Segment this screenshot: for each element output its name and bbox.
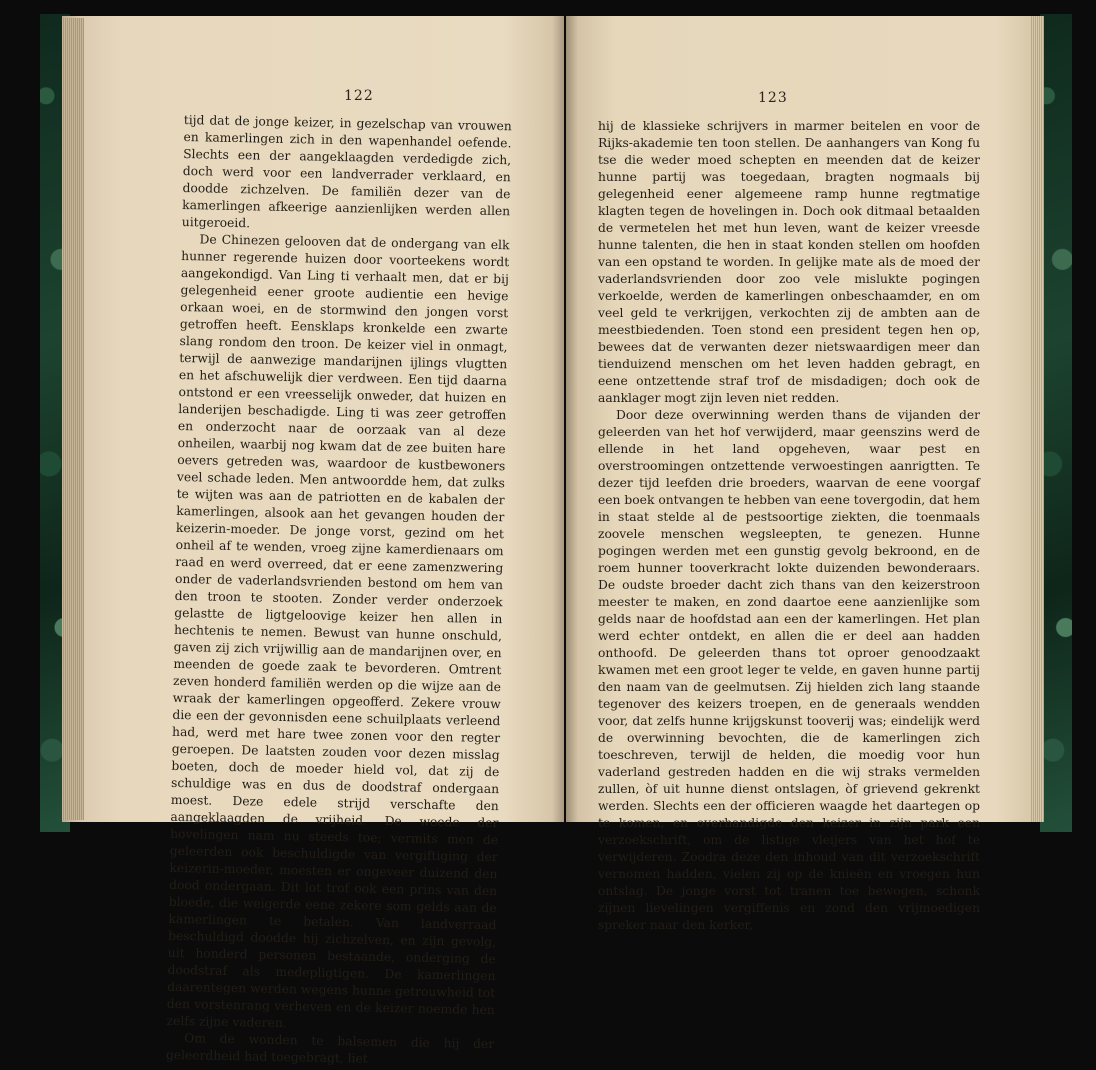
left-page-text: [166, 112, 512, 1070]
paragraph: De Chinezen gelooven dat de ondergang van elk hunner regerende huizen door voorteekens wordt aangekondigd. Van Ling ti verhaalt men, dat er bij gelegenheid eener groote audientie een hevige orkaan woei, en de stormwind den jongen vorst getroffen heeft. Eensklaps kronkelde een zwarte slang rondom den troon. De keizer viel in onmagt, terwijl de aanwezige mandarijnen ijlings vlugtten en het afschuwelijk dier verdween. Een tijd daarna ontstond er een vreesselijk onweder, dat huizen en landerijen beschadigde. Ling ti was zeer getroffen en onderzocht naar de oorzaak van al deze onheilen, waarbij nog kwam dat de zee buiten hare oevers getreden was, waardoor de kustbewoners veel schade leden. Men antwoordde hem, dat zulks te wijten was aan de patriotten en de kabalen der kamerlingen, alsook aan het gevangen houden der keizerin-moeder. De jonge vorst, gezind om het onheil af te wenden, vroeg zijne kamerdienaars om raad en werd overreed, dat er eene zamenzwering onder de vaderlandsvrienden bestond om hem van den troon te stooten. Zonder verder onderzoek gelastte de ligtgeloovige keizer hen allen in hechtenis te nemen. Bewust van hunne onschuld, gaven zij zich vrijwillig aan de mandarijnen over, en meenden de goede zaak te bevorderen. Omtrent zeven honderd familiën werden op die wijze aan de wraak der kamerlingen opgeofferd. Zekere vrouw die een der gevonnisden eene schuilplaats verleend had, werd met hare twee zonen voor den regter geroepen. De laatsten zouden voor dezen misslag boeten, doch de moeder hield vol, dat zij de schuldige was en dus de doodstraf ondergaan moest. Deze edele strijd verschafte den aangeklaagden de vrijheid. De woede der hovelingen nam nu steeds toe; vermits men de geleerden ook beschuldigde van vergiftiging der keizerin-moeder, moesten er ongeveer duizend den dood ondergaan. Dit lot trof ook een prins van den bloede, die weigerde eene zekere som gelds aan de kamerlingen te betalen. Van landverraad beschuldigd doodde hij zichzelven, en zijn gevolg, uit honderd personen bestaande, onderging de doodstraf als medepligtigen. De kamerlingen daarentegen werden wegens hunne getrouwheid tot den vorstenrang verheven en de keizer noemde hen zelfs zijne vaderen.: [166, 232, 510, 1031]
left-page: [62, 16, 564, 1066]
right-page-text: [598, 118, 980, 934]
paragraph: Door deze overwinning werden thans de vijanden der geleerden van het hof verwijderd, maar geenszins werd de ellende in het land opgeheven, waar pest en overstroomingen ontzettende verwoestingen aanrigtten. Te dezer tijd leefden drie broeders, waarvan de eene voorgaf een boek ontvangen te hebben van eene tovergodin, dat hem in staat stelde al de pestsoortige ziekten, die toenmaals zoovele menschen wegsleepten, te genezen. Hunne pogingen werden met een gunstig gevolg bekroond, en de roem hunner tooverkracht lokte duizenden bewonderaars. De oudste broeder dacht zich thans van den keizerstroon meester te maken, en zond daartoe eene aanzienlijke som gelds naar de hoofdstad aan een der kamerlingen. Het plan werd echter ontdekt, en allen die er deel aan hadden onthoofd. De geleerden thans tot oproer genoodzaakt kwamen met een groot leger te velde, en gaven hunne partij den naam van de geelmutsen. Zij hielden zich lang staande tegenover des keizers troepen, en de generaals wendden voor, dat zelfs hunne krijgskunst tooverij was; eindelijk werd de overwinning bevochten, die de kamerlingen zich toeschreven, terwijl de helden, die moedig voor hun vaderland gestreden hadden en die wij straks vermelden zullen, òf uit hunne dienst ontslagen, òf grievend gekrenkt werden. Slechts een der officieren waagde het daartegen op te komen, en overhandigde den keizer in zijn park een verzoekschrift, om de listige vleijers van het hof te verwijderen. Zoodra deze den inhoud van dit verzoekschrift vernomen hadden, vielen zij op de knieën en vroegen hun ontslag. De jonge vorst tot tranen toe bewogen, schonk zijnen lievelingen vergiffenis en zond den vrijmoedigen spreker naar den kerker,: [598, 408, 980, 932]
left-page-edges: [62, 18, 84, 820]
right-page: [566, 16, 1036, 932]
paragraph: hij de klassieke schrijvers in marmer beitelen en voor de Rijks-akademie ten toon stellen. De aanhangers van Kong fu tse die weder moed schepten en meenden dat de keizer hunne partij was toegedaan, bragten nogmaals bij gelegenheid eener algemeene ramp hunne regtmatige klagten tegen de hovelingen in. Doch ook ditmaal betaalden de vermetelen het met hun leven, want de keizer vreesde hunne talenten, die hen in staat konden stellen om hoofden van een opstand te worden. In gelijke mate als de moed der vaderlandsvrienden door zoo vele mislukte pogingen verkoelde, werden de kamerlingen onbeschaamder, en om veel geld te verkrijgen, verkochten zij de ambten aan de meestbiedenden. Toen stond een president tegen hen op, bewees dat de verwanten dezer nietswaardigen meer dan tienduizend menschen om het leven hadden gebragt, en eene ontzettende straf trof de misdadigen; doch ook de aanklager mogt zijn leven niet redden.: [598, 119, 980, 405]
right-cover-marble: [1040, 14, 1072, 832]
paragraph: Om de wonden te balsemen die hij der geleerdheid had toegebragt, liet: [165, 1031, 495, 1066]
page-number-left: 122: [344, 88, 374, 104]
paragraph: tijd dat de jonge keizer, in gezelschap van vrouwen en kamerlingen zich in den wapenhandel oefende. Slechts een der aangeklaagden verdedigde zich, doch werd voor een landverrader verklaard, en doodde zichzelven. De familiën dezer van de kamerlingen afkeerige aanzienlijken werden allen uitgeroeid.: [181, 112, 512, 231]
right-page-edges: [1030, 16, 1044, 822]
page-number-right: 123: [758, 90, 788, 106]
